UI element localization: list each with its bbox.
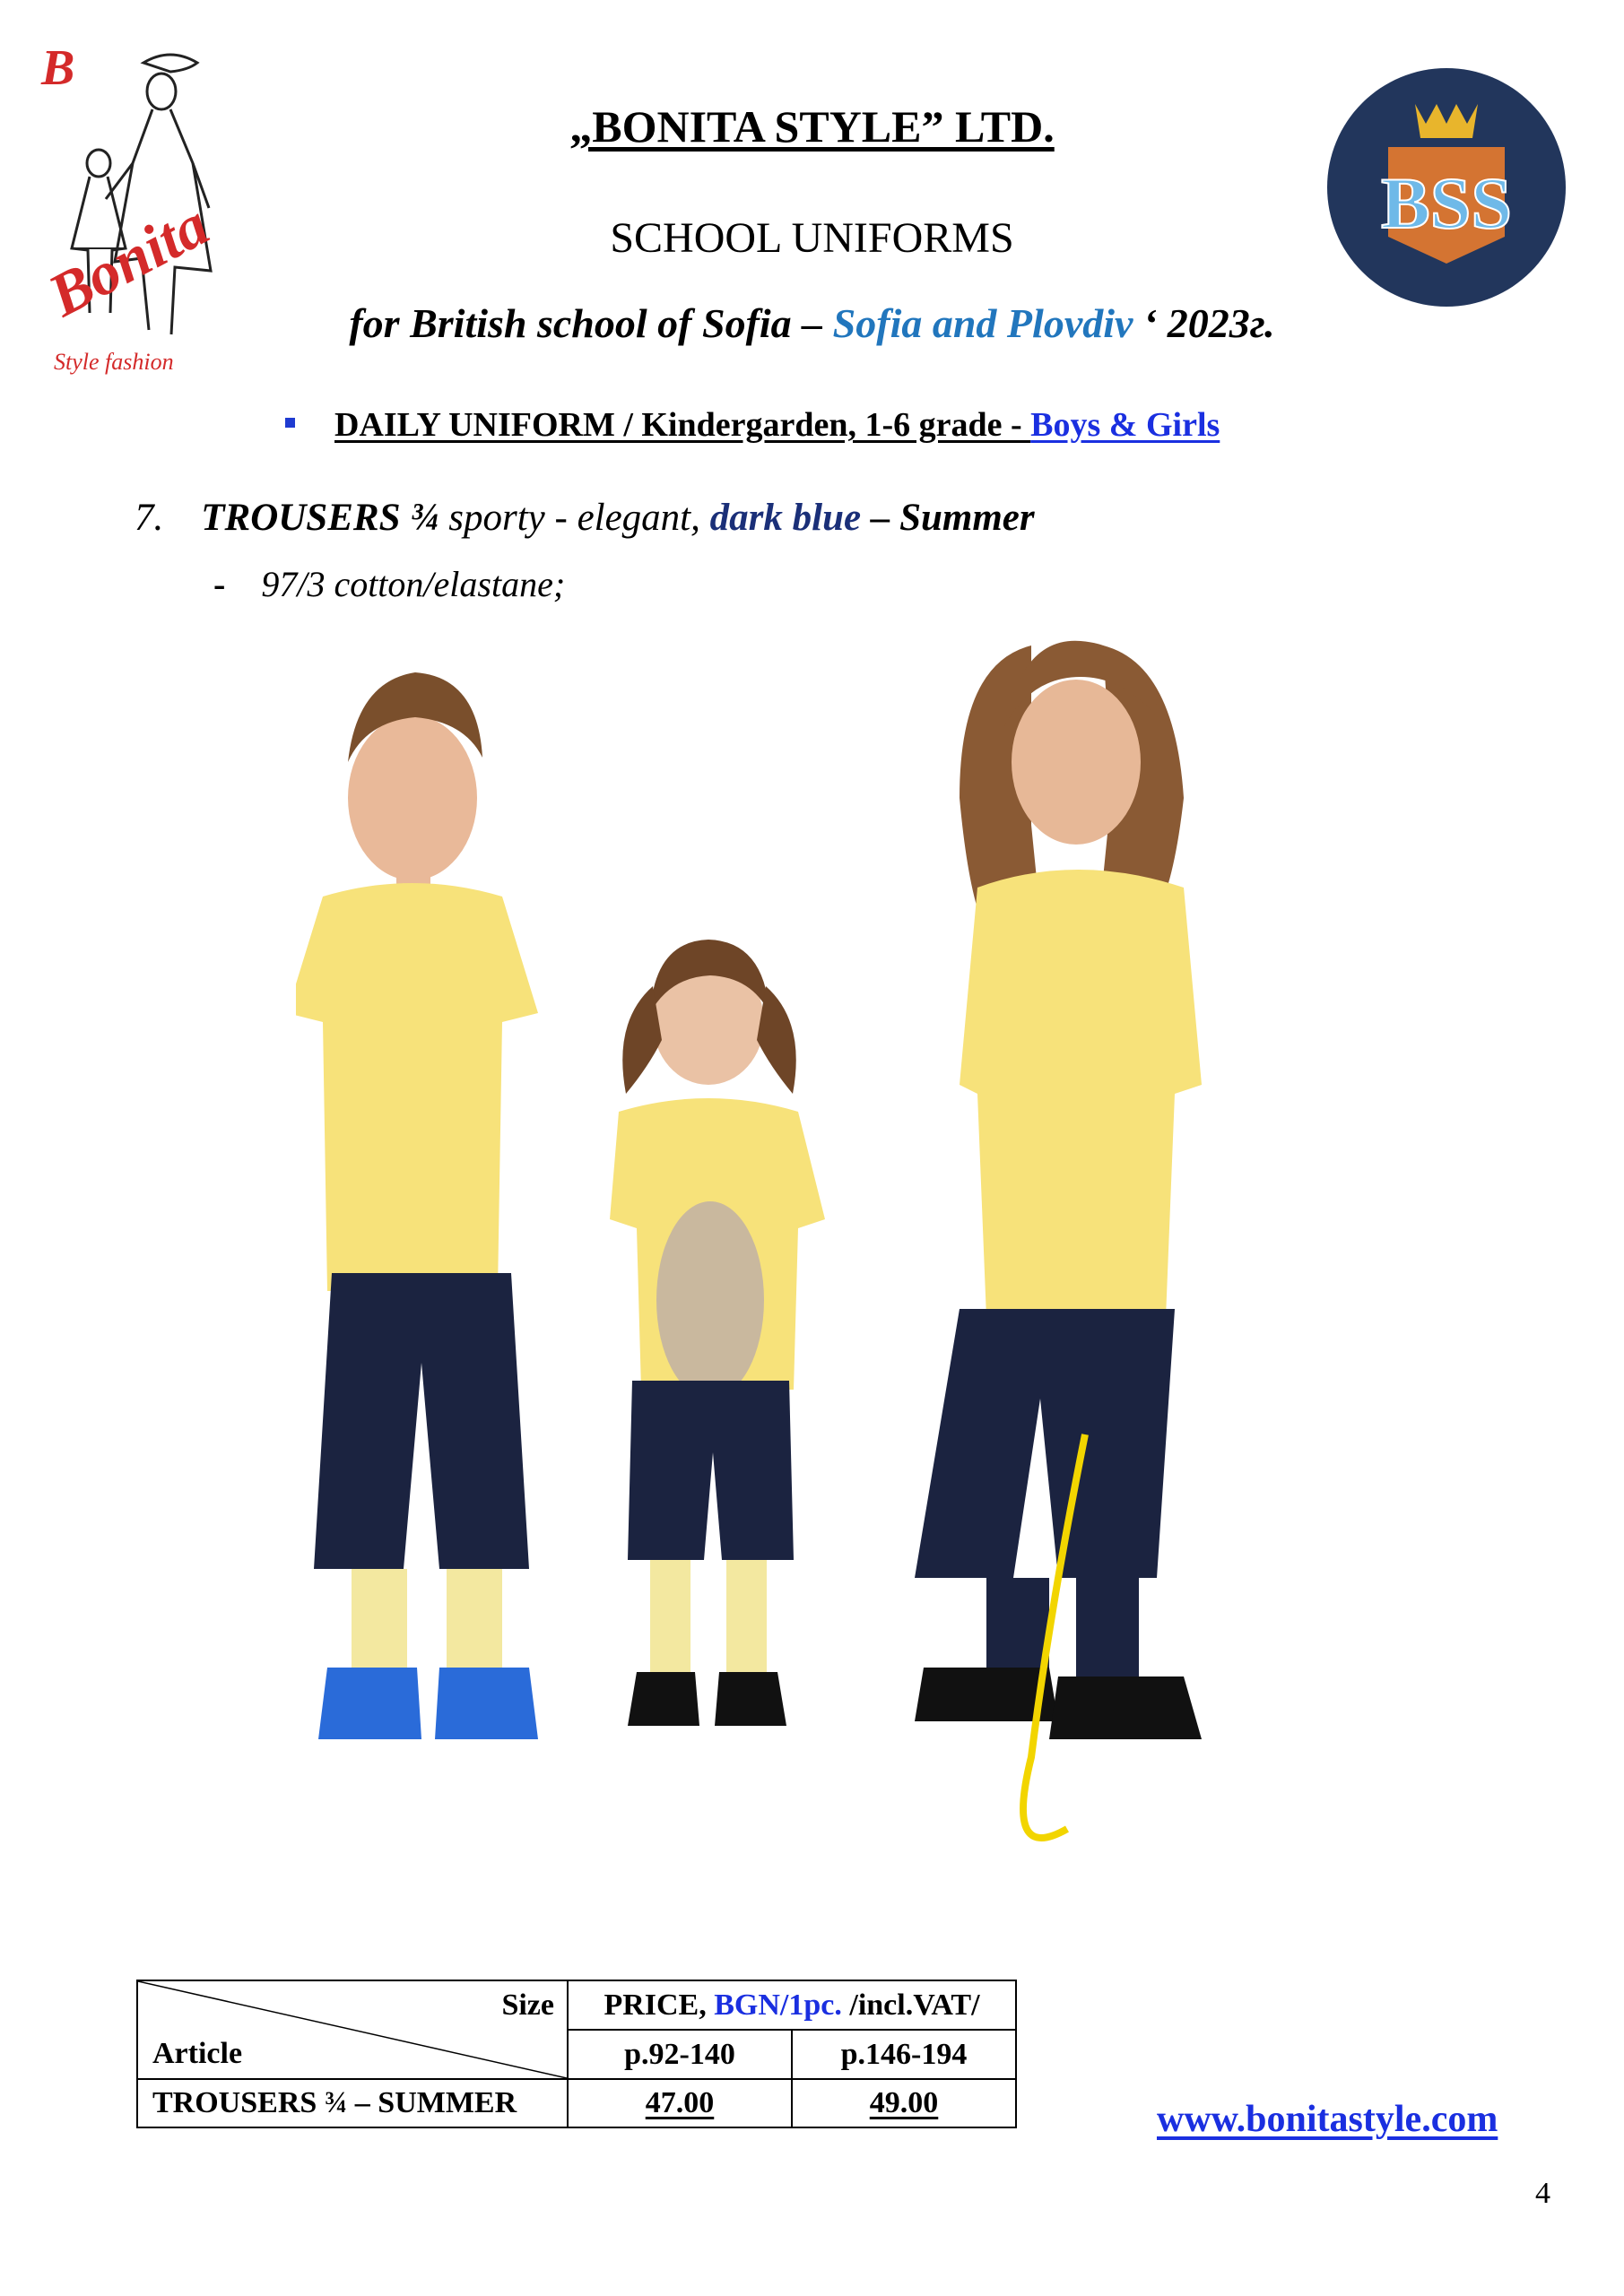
price-large: 49.00 xyxy=(792,2079,1016,2127)
item-color: dark blue xyxy=(709,497,862,539)
bss-letters: BSS xyxy=(1381,162,1512,244)
article-label: Article xyxy=(152,2037,243,2070)
size-range-small: p.92-140 xyxy=(568,2030,792,2079)
price-header xyxy=(568,1980,1016,2030)
item-name: TROUSERS ¾ xyxy=(201,497,439,539)
item-heading xyxy=(135,496,1035,540)
older-girl-figure xyxy=(915,641,1202,1838)
size-label: Size xyxy=(501,1988,554,2022)
price-currency: BGN/1pc. xyxy=(714,1988,842,2022)
boys-girls-link[interactable]: Boys & Girls xyxy=(1030,406,1220,444)
table-row xyxy=(137,2079,1016,2127)
company-title: „BONITA STYLE” LTD. xyxy=(569,101,1055,152)
price-header-label: PRICE, xyxy=(604,1988,715,2022)
size-range-large: p.146-194 xyxy=(792,2030,1016,2079)
spec-dash: - xyxy=(213,564,226,604)
small-girl-figure xyxy=(610,940,825,1726)
product-photo xyxy=(296,592,1399,1963)
subtitle-cities: Sofia and Plovdiv xyxy=(832,300,1133,346)
item-description: sporty - elegant, xyxy=(439,497,710,539)
item-season: – Summer xyxy=(861,497,1035,539)
price-vat-note: /incl.VAT/ xyxy=(841,1988,980,2022)
subtitle xyxy=(0,299,1624,347)
item-number: 7. xyxy=(135,497,164,539)
children-in-uniform-illustration xyxy=(296,592,1399,1963)
website-link[interactable]: www.bonitastyle.com xyxy=(1157,2099,1498,2140)
page-number: 4 xyxy=(1535,2177,1550,2210)
table-corner-cell xyxy=(137,1980,568,2079)
price-table xyxy=(136,1980,1017,2128)
teddy-bear-icon xyxy=(656,1201,764,1399)
boy-figure xyxy=(296,672,538,1739)
price-small: 47.00 xyxy=(568,2079,792,2127)
bonita-wordmark: Bonita xyxy=(37,189,220,330)
section-heading xyxy=(285,405,1220,445)
bonita-tagline: Style fashion xyxy=(54,349,174,375)
spec-text: 97/3 cotton/elastane; xyxy=(261,564,566,604)
svg-text:B: B xyxy=(41,40,75,96)
subtitle-year: ‘ 2023г. xyxy=(1133,300,1275,346)
subtitle-school: for British school of Sofia – xyxy=(349,300,833,346)
article-name: TROUSERS ¾ – SUMMER xyxy=(137,2079,568,2127)
section-heading-text: DAILY UNIFORM / Kindergarden, 1-6 grade - xyxy=(334,406,1031,444)
document-type: SCHOOL UNIFORMS xyxy=(610,214,1014,262)
bullet-square-icon xyxy=(285,418,295,428)
